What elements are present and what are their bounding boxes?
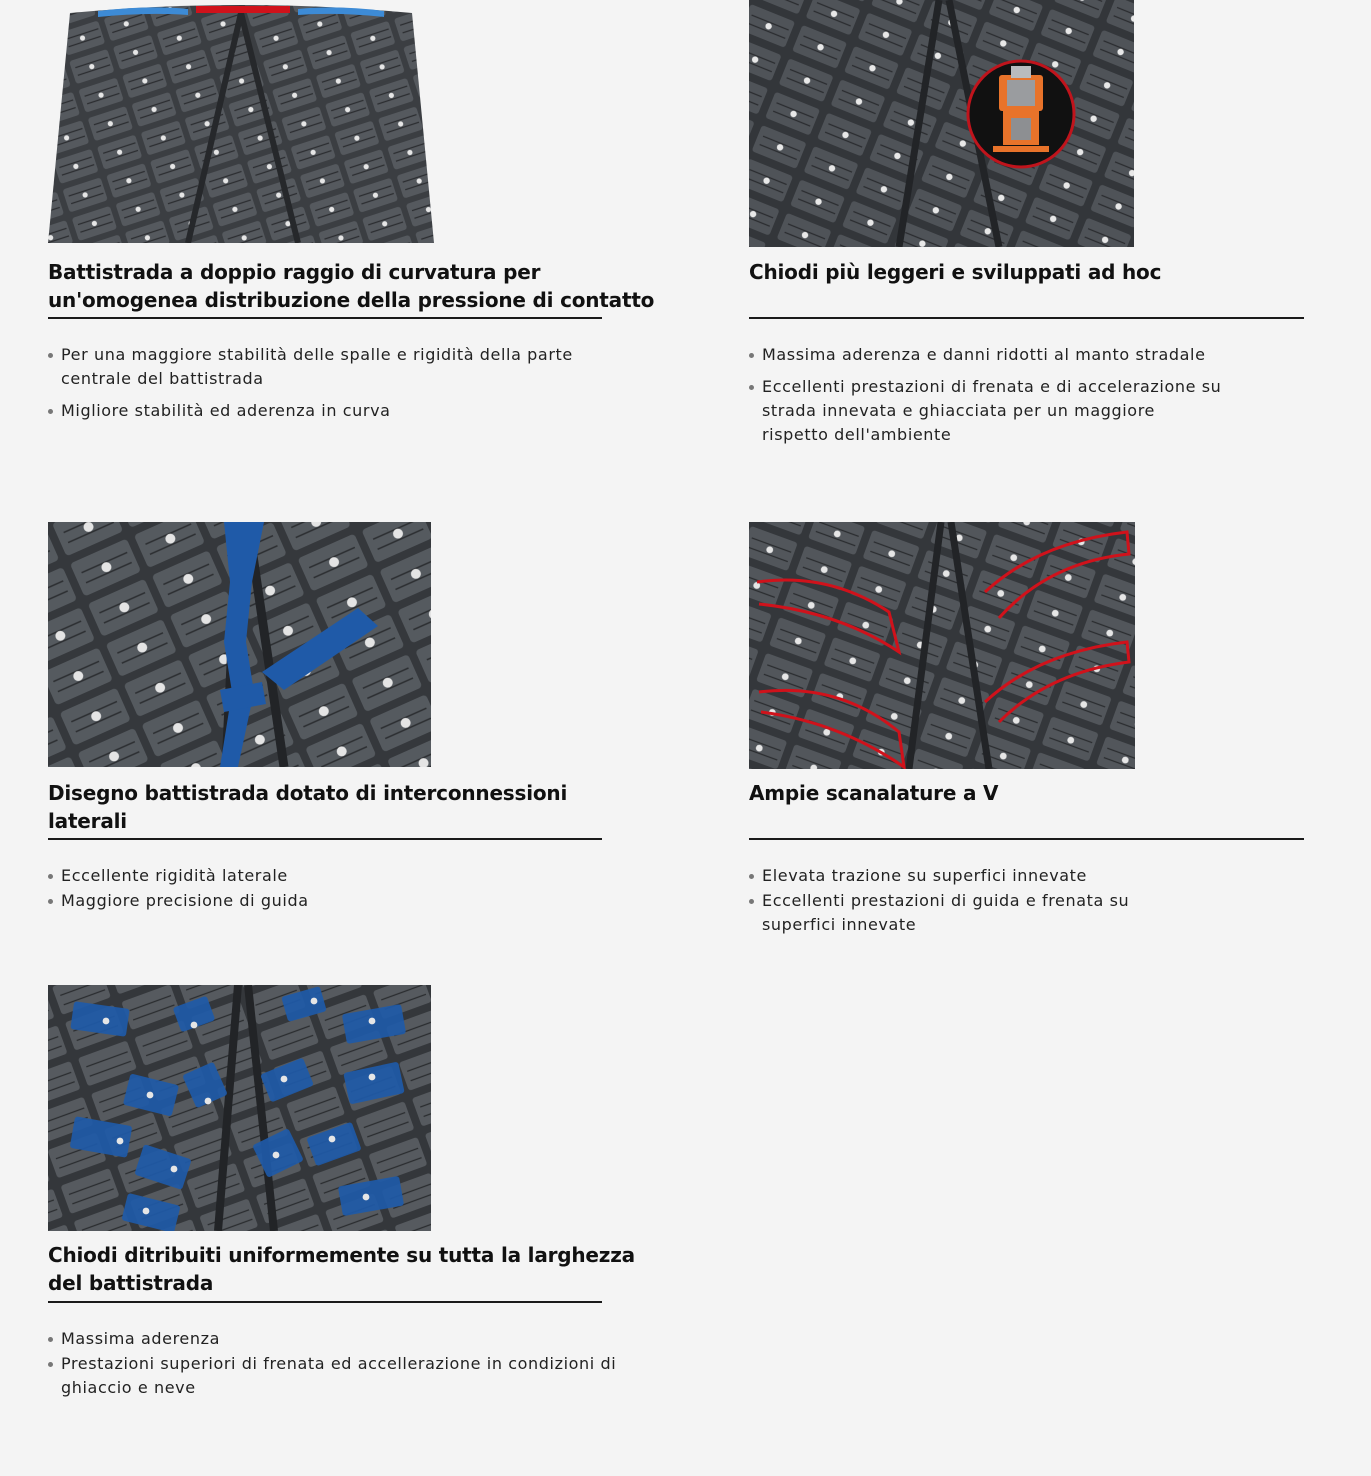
tyre-tread-uniform-studs-image (48, 985, 431, 1231)
title-divider (749, 317, 1304, 319)
bullet-list (48, 864, 608, 913)
bullet-item: Migliore stabilità ed aderenza in curva (48, 399, 608, 423)
feature-title: Chiodi ditribuiti uniformemente su tutta la larghezza del battistrada (48, 1243, 635, 1295)
bullet-item: Massima aderenza e danni ridotti al manto stradale (749, 343, 1224, 367)
bullet-item: Eccellenti prestazioni di guida e frenata su superfici innevate (749, 889, 1169, 937)
bullet-list (48, 1327, 618, 1400)
tyre-tread-stud-detail-image (749, 0, 1134, 247)
bullet-list (749, 864, 1169, 937)
bullet-item: Eccellente rigidità laterale (48, 864, 608, 888)
bullet-item: Maggiore precisione di guida (48, 889, 608, 913)
title-divider (48, 1301, 602, 1303)
feature-title: Disegno battistrada dotato di interconnessioni laterali (48, 781, 568, 833)
bullet-item: Per una maggiore stabilità delle spalle e rigidità della parte centrale del battistrada (48, 343, 608, 391)
title-divider (48, 838, 602, 840)
title-divider (749, 838, 1304, 840)
feature-title: Battistrada a doppio raggio di curvatura per un'omogenea distribuzione della pressione di contatto (48, 260, 655, 312)
bullet-item: Massima aderenza (48, 1327, 618, 1351)
tyre-tread-v-grooves-image (749, 522, 1135, 769)
title-divider (48, 317, 602, 319)
bullet-item: Prestazioni superiori di frenata ed accellerazione in condizioni di ghiaccio e neve (48, 1352, 618, 1400)
tyre-tread-double-radius-image (48, 3, 434, 243)
bullet-list (749, 343, 1224, 447)
tyre-tread-interconnections-image (48, 522, 431, 767)
bullet-item: Elevata trazione su superfici innevate (749, 864, 1169, 888)
feature-title: Ampie scanalature a V (749, 781, 999, 805)
bullet-item: Eccellenti prestazioni di frenata e di accelerazione su strada innevata e ghiacciata per un maggiore rispetto dell'ambiente (749, 375, 1224, 447)
feature-title: Chiodi più leggeri e sviluppati ad hoc (749, 260, 1162, 284)
bullet-list (48, 343, 608, 423)
